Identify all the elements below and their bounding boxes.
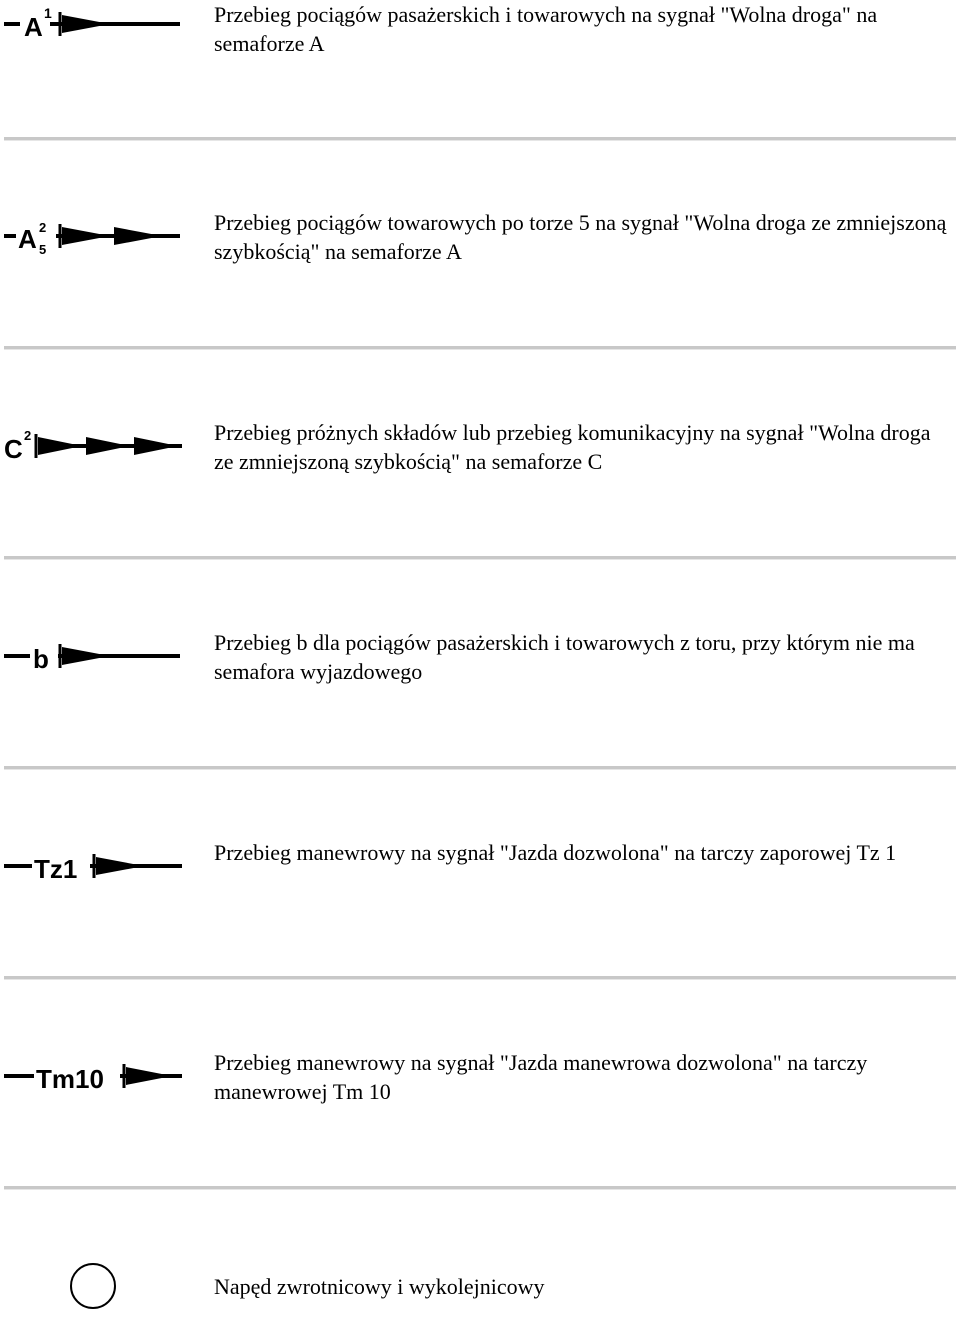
divider	[4, 137, 956, 141]
legend-description: Napęd zwrotnicowy i wykolejnicowy	[214, 1274, 545, 1299]
legend-description: Przebieg manewrowy na sygnał "Jazda manewrowa dozwolona" na tarczy manewrowej Tm 10	[214, 1050, 868, 1104]
legend-description: Przebieg pociągów pasażerskich i towarowych na sygnał "Wolna droga" na semaforze A	[214, 2, 878, 56]
divider	[4, 976, 956, 980]
svg-text:2: 2	[39, 220, 47, 235]
route-b-arrow-icon	[0, 628, 200, 688]
svg-text:A: A	[18, 224, 37, 254]
legend-description: Przebieg manewrowy na sygnał "Jazda dozwolona" na tarczy zaporowej Tz 1	[214, 840, 897, 865]
legend-description: Przebieg pociągów towarowych po torze 5 na sygnał "Wolna droga ze zmniejszoną szybkością" na semaforze A	[214, 210, 947, 264]
svg-text:5: 5	[39, 242, 47, 257]
shunting-Tm10-arrow-icon	[0, 1048, 200, 1108]
shunting-Tz1-arrow-icon	[0, 838, 200, 898]
svg-text:Tm10: Tm10	[36, 1064, 104, 1094]
route-signal-A1-arrow-icon	[0, 0, 200, 60]
route-signal-A2-track5-double-arrow-icon	[0, 208, 200, 268]
svg-text:b: b	[33, 644, 49, 674]
divider	[4, 1186, 956, 1190]
legend-description: Przebieg próżnych składów lub przebieg komunikacyjny na sygnał "Wolna droga ze zmniejszoną szybkością" na semaforze C	[214, 420, 931, 474]
svg-text:A: A	[24, 12, 43, 42]
svg-text:1: 1	[44, 5, 52, 21]
route-signal-C2-triple-arrow-icon	[0, 418, 200, 478]
divider	[4, 766, 956, 770]
divider	[4, 346, 956, 350]
svg-text:C: C	[4, 434, 23, 464]
svg-text:Tz1: Tz1	[34, 854, 78, 884]
divider	[4, 556, 956, 560]
svg-text:2: 2	[24, 428, 32, 443]
legend-description: Przebieg b dla pociągów pasażerskich i towarowych z toru, przy którym nie ma semafora wyjazdowego	[214, 630, 915, 684]
point-machine-circle-icon	[0, 1258, 200, 1318]
